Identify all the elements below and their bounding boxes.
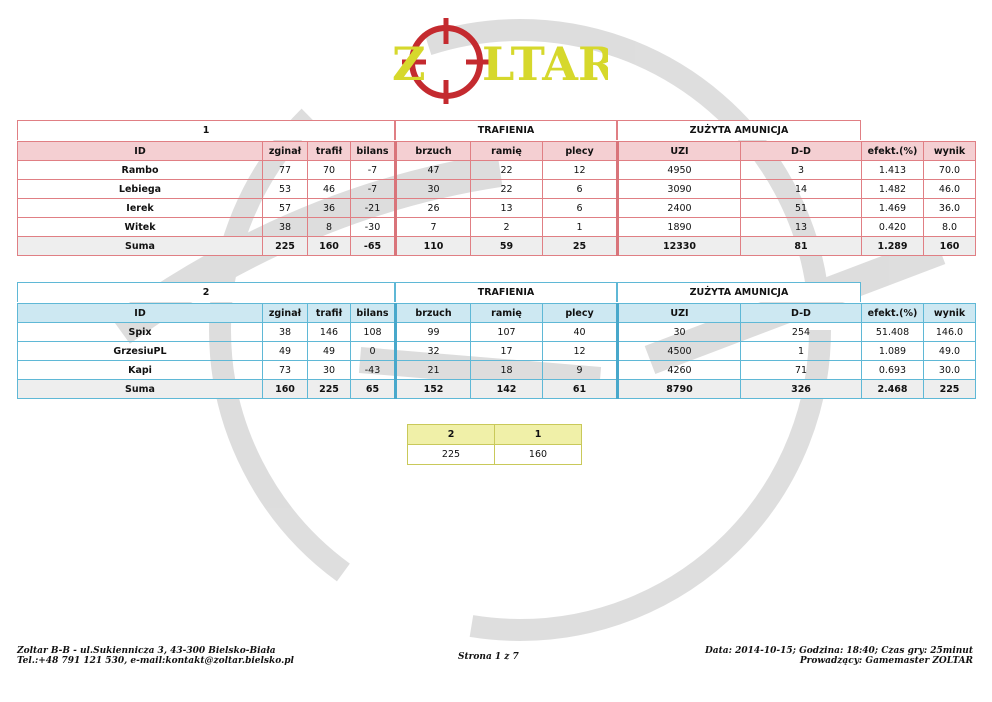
col-id: ID bbox=[18, 142, 263, 161]
table-row: Spix 38 146 108 99 107 40 30 254 51.408 146.0 bbox=[18, 323, 976, 342]
footer-contact bbox=[17, 646, 294, 666]
col-id: ID bbox=[18, 304, 263, 323]
col-bilans: bilans bbox=[351, 304, 396, 323]
col-brzuch: brzuch bbox=[396, 304, 471, 323]
footer-date-time: Data: 2014-10-15; Godzina: 18:40; Czas gry: 25minut bbox=[704, 646, 973, 656]
ammo-group-header: ZUŻYTA AMUNICJA bbox=[617, 282, 861, 302]
team-name: 2 bbox=[17, 282, 395, 302]
table-header-row bbox=[18, 142, 976, 161]
col-uzi: UZI bbox=[618, 304, 741, 323]
col-dd: D-D bbox=[741, 142, 862, 161]
team-1-table bbox=[17, 120, 976, 256]
col-trafil: trafił bbox=[308, 142, 351, 161]
table-row: Lebiega 53 46 -7 30 22 6 3090 14 1.482 46.0 bbox=[18, 180, 976, 199]
col-brzuch: brzuch bbox=[396, 142, 471, 161]
trafienia-group-header: TRAFIENIA bbox=[395, 282, 617, 302]
col-trafil: trafił bbox=[308, 304, 351, 323]
table-header-row bbox=[18, 304, 976, 323]
score-header: 1 bbox=[495, 425, 582, 445]
sum-row: Suma 225 160 -65 110 59 25 12330 81 1.289 160 bbox=[18, 237, 976, 256]
score-value: 225 bbox=[408, 445, 495, 465]
svg-text:Z: Z bbox=[392, 37, 426, 91]
col-efekt: efekt.(%) bbox=[862, 304, 924, 323]
sum-row: Suma 160 225 65 152 142 61 8790 326 2.468 225 bbox=[18, 380, 976, 399]
zoltar-logo bbox=[386, 14, 608, 106]
page-number: Strona 1 z 7 bbox=[458, 652, 519, 662]
col-zginal: zginał bbox=[263, 304, 308, 323]
col-dd: D-D bbox=[741, 304, 862, 323]
score-summary-table bbox=[407, 424, 582, 465]
table-row: Kapi 73 30 -43 21 18 9 4260 71 0.693 30.0 bbox=[18, 361, 976, 380]
col-ramie: ramię bbox=[471, 142, 543, 161]
col-wynik: wynik bbox=[924, 304, 976, 323]
table-row: GrzesiuPL 49 49 0 32 17 12 4500 1 1.089 49.0 bbox=[18, 342, 976, 361]
footer-game-info bbox=[705, 646, 973, 666]
col-zginal: zginał bbox=[263, 142, 308, 161]
col-uzi: UZI bbox=[618, 142, 741, 161]
table-row: Ierek 57 36 -21 26 13 6 2400 51 1.469 36.0 bbox=[18, 199, 976, 218]
team-2-table bbox=[17, 282, 976, 399]
score-header: 2 bbox=[408, 425, 495, 445]
footer-host: Prowadzący: Gamemaster ZOLTAR bbox=[799, 656, 973, 666]
footer-phone-email: Tel.:+48 791 121 530, e-mail:kontakt@zoltar.bielsko.pl bbox=[17, 656, 294, 666]
col-bilans: bilans bbox=[351, 142, 396, 161]
trafienia-group-header: TRAFIENIA bbox=[395, 120, 617, 140]
table-row: Rambo 77 70 -7 47 22 12 4950 3 1.413 70.0 bbox=[18, 161, 976, 180]
score-value: 160 bbox=[495, 445, 582, 465]
col-ramie: ramię bbox=[471, 304, 543, 323]
col-wynik: wynik bbox=[924, 142, 976, 161]
table-row: Witek 38 8 -30 7 2 1 1890 13 0.420 8.0 bbox=[18, 218, 976, 237]
ammo-group-header: ZUŻYTA AMUNICJA bbox=[617, 120, 861, 140]
col-plecy: plecy bbox=[543, 142, 618, 161]
footer-address: Zoltar B-B - ul.Sukiennicza 3, 43-300 Bielsko-Biała bbox=[17, 646, 276, 656]
team-name: 1 bbox=[17, 120, 395, 140]
col-plecy: plecy bbox=[543, 304, 618, 323]
svg-text:LTAR: LTAR bbox=[482, 37, 608, 91]
col-efekt: efekt.(%) bbox=[862, 142, 924, 161]
